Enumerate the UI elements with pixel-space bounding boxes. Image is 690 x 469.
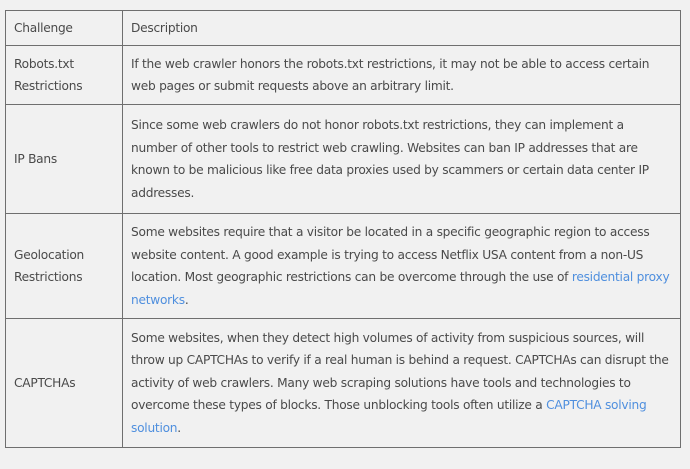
challenge-cell: CAPTCHAs: [6, 319, 123, 448]
table-row: [6, 214, 681, 319]
header-row: [6, 11, 681, 46]
description-cell: [123, 214, 681, 319]
description-period: .: [184, 292, 189, 307]
residential-proxy-link[interactable]: residential proxy networks: [131, 270, 670, 307]
description-text: Some websites require that a visitor be located in a specific geographic region to access website content. A good example is trying to access Netflix USA content from a non-US location. Most geographic restrictions can be overcome through the use of: [131, 225, 650, 284]
description-period: .: [177, 420, 181, 435]
header-challenge: Challenge: [6, 11, 123, 46]
challenge-cell: Geolocation Restrictions: [6, 214, 123, 319]
challenge-cell: Robots.txt Restrictions: [6, 46, 123, 105]
challenges-table: [5, 10, 681, 448]
description-text: Some websites, when they detect high volumes of activity from suspicious sources, will throw up CAPTCHAs to verify if a real human is behind a request. CAPTCHAs can disrupt the activity of web crawlers. Many web scraping solutions have tools and technologies to overcome these types of blocks. Those unblocking tools often utilize a: [131, 330, 669, 413]
table-row: [6, 46, 681, 105]
description-cell: Since some web crawlers do not honor robots.txt restrictions, they can implement a number of other tools to restrict web crawling. Websites can ban IP addresses that are known to be malicious like free data proxies used by scammers or certain data center IP addresses.: [123, 105, 681, 214]
header-description: Description: [123, 11, 681, 46]
challenge-cell: IP Bans: [6, 105, 123, 214]
table-row: [6, 319, 681, 448]
table-row: [6, 105, 681, 214]
description-cell: [123, 319, 681, 448]
description-cell: If the web crawler honors the robots.txt restrictions, it may not be able to access certain web pages or submit requests above an arbitrary limit.: [123, 46, 681, 105]
captcha-solving-link[interactable]: CAPTCHA solving solution: [131, 398, 647, 435]
